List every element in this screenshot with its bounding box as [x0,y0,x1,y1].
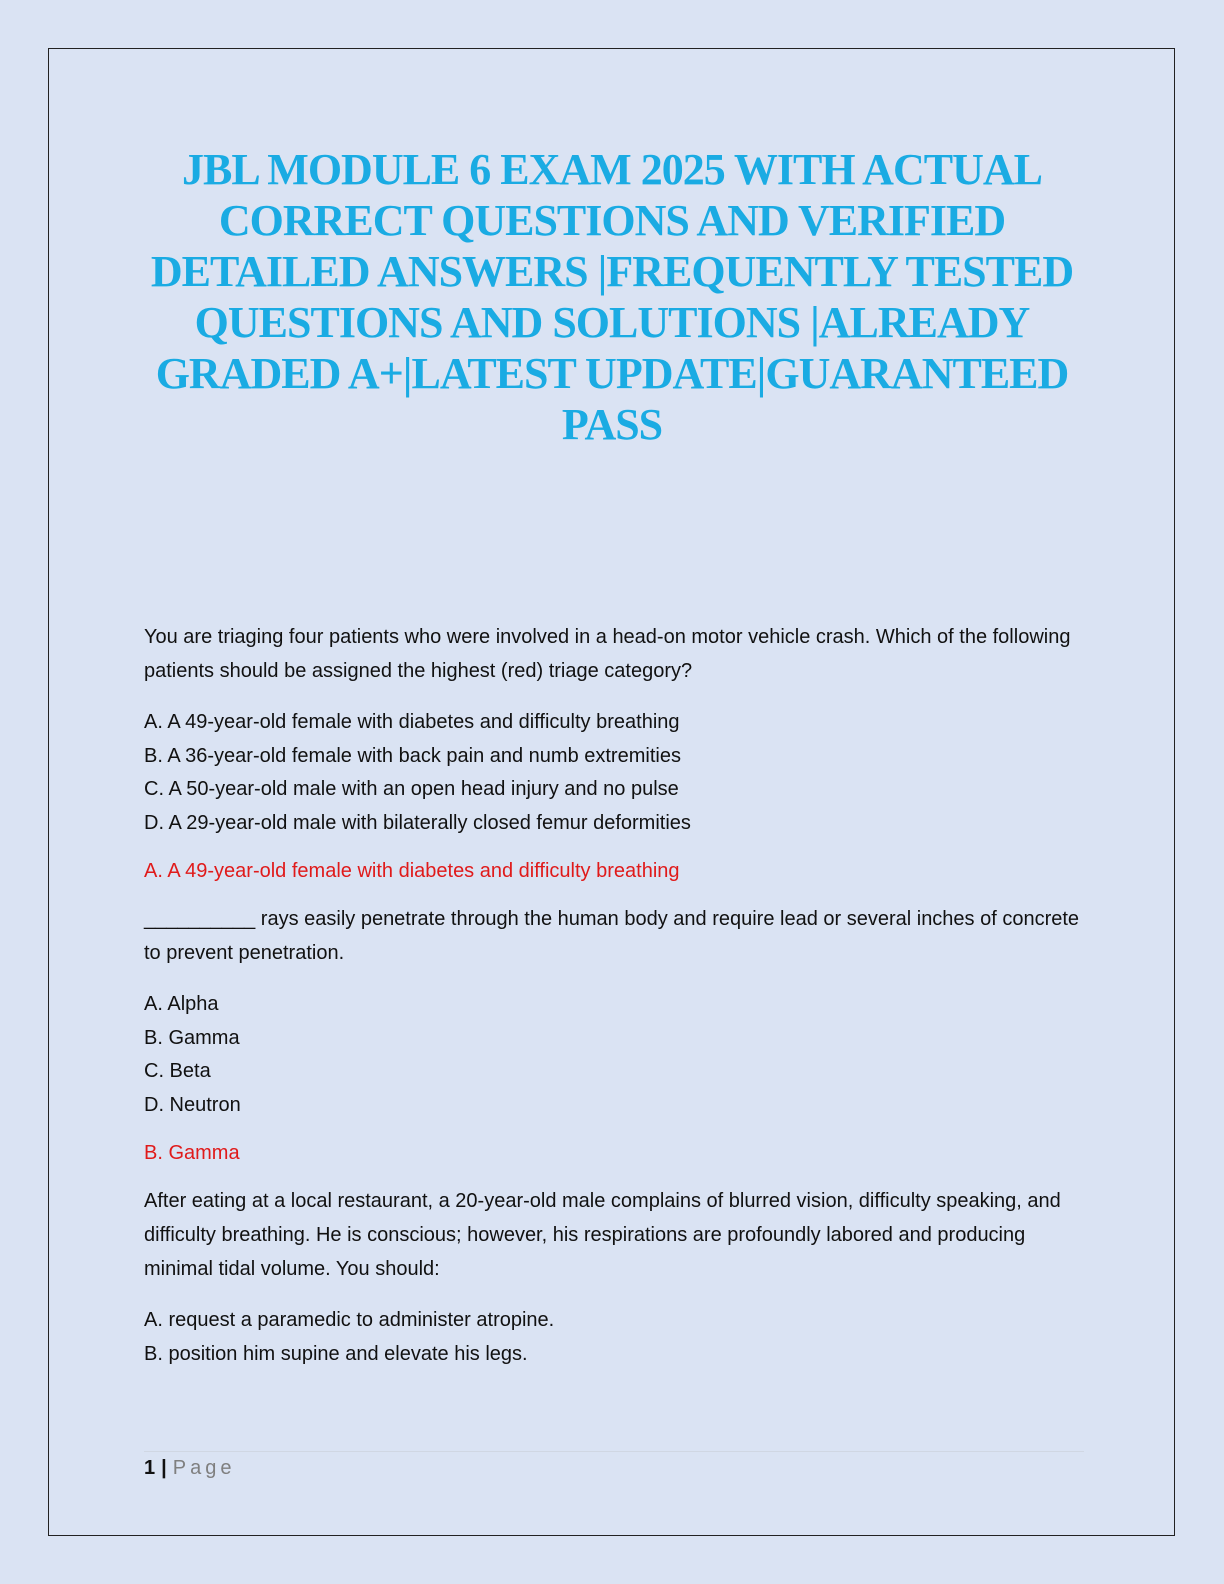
question-text: After eating at a local restaurant, a 20-year-old male complains of blurred vision, difficulty speaking, and difficulty breathing. He is conscious; however, his respirations are profoundly labored and producing minimal tidal volume. You should: [144,1190,1061,1280]
option-item: C. Beta [144,1060,211,1082]
option-item: D. A 29-year-old male with bilaterally closed femur deformities [144,811,691,834]
footer-separator: | [161,1457,167,1479]
option-item: D. Neutron [144,1093,241,1116]
question-list [144,620,1084,1371]
option-list [144,706,1084,840]
document-title: JBL MODULE 6 EXAM 2025 WITH ACTUAL CORRECT QUESTIONS AND VERIFIED DETAILED ANSWERS |FREQUENTLY TESTED QUESTIONS AND SOLUTIONS |ALREADY GRADED A+|LATEST UPDATE|GUARANTEED PASS [150,145,1074,449]
option-item: A. request a paramedic to administer atropine. [144,1309,555,1331]
option-item: C. A 50-year-old male with an open head injury and no pulse [144,778,679,800]
option-item: B. position him supine and elevate his legs. [144,1342,528,1365]
option-list [144,1304,1084,1371]
page-label: Page [172,1457,236,1479]
option-item: A. A 49-year-old female with diabetes and difficulty breathing [144,711,680,733]
page-footer [144,1454,235,1482]
question-text: You are triaging four patients who were involved in a head-on motor vehicle crash. Which of the following patients should be assigned the highest (red) triage category? [144,626,1071,682]
correct-answer: B. Gamma [144,1142,240,1164]
page-number: 1 [144,1457,156,1479]
question-block [144,902,1084,1170]
question-text: __________ rays easily penetrate through the human body and require lead or several inches of concrete to prevent penetration. [144,908,1080,964]
question-block [144,620,1084,888]
footer-divider [144,1451,1084,1452]
option-item: A. Alpha [144,993,219,1015]
question-block [144,1184,1084,1371]
option-item: B. Gamma [144,1026,240,1049]
option-list [144,988,1084,1122]
correct-answer: A. A 49-year-old female with diabetes and difficulty breathing [144,860,680,882]
option-item: B. A 36-year-old female with back pain and numb extremities [144,744,681,767]
